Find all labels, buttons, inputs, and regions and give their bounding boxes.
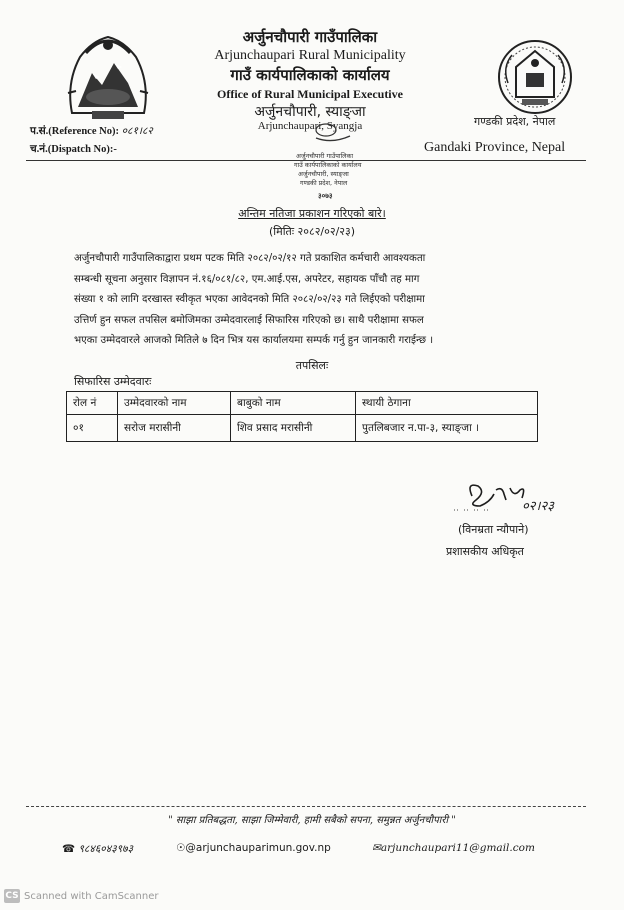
email-icon: ✉ [372,842,381,854]
camscanner-logo: CS [5,891,19,901]
location-en: Arjunchaupari, Syangja [257,120,363,132]
dispatch-number: च.नं.(Dispatch No):- [30,144,117,155]
website-icon: ☉ [176,842,186,854]
reference-value: ०८१।८२ [121,125,153,137]
cell-roll: ०१ [67,415,118,442]
handwritten-signature [450,476,580,520]
municipality-name-en: Arjunchaupari Rural Municipality [214,48,406,63]
table-header-row [67,392,538,415]
office-name-en: Office of Rural Municipal Executive [217,87,403,101]
province-ne: गण्डकी प्रदेश, नेपाल [474,115,556,128]
footer-phone: ☎ ९८४६०४३९७३ [62,843,134,855]
officer-name: (विनम्रता न्यौपाने) [458,523,529,536]
col-candidate: उम्मेदवारको नाम [118,392,231,415]
body-line: संख्या १ को लागि दरखास्त स्वीकृत भएका आवेदनको मिति २०८२/०२/२३ गते लिईएको परीक्षामा [74,294,425,305]
signature-date: ०२।२३ [522,499,554,514]
stamp-line-4: गण्डकी प्रदेश, नेपाल [300,179,348,187]
municipality-name-ne: अर्जुनचौपारी गाउँपालिका [242,28,378,46]
subject-title: अन्तिम नतिजा प्रकाशन गरिएको बारे। [238,207,386,220]
camscanner-watermark: CS Scanned with CamScanner [5,891,159,902]
footer-email: ✉arjunchaupari11@gmail.com [372,842,535,854]
stamp-line-2: गाउँ कार्यपालिकाको कार्यालय [294,161,362,169]
reference-number [30,124,153,138]
candidate-table [66,391,538,442]
tapasil-heading: तपसिलः [295,359,329,372]
cell-candidate: सरोज मरासीनी [118,415,231,442]
office-name-ne: गाउँ कार्यपालिकाको कार्यालय [230,66,390,84]
reference-label: प.सं.(Reference No): [30,126,119,137]
letterhead [170,30,450,132]
body-line: सम्बन्धी सूचना अनुसार विज्ञापन नं.१६/०८१/८२, एम.आई.एस, अपरेटर, सहायक पाँचौ तह माग [74,273,420,285]
cell-address: पुतलिबजार न.पा-३, स्याङ्जा । [356,415,538,442]
municipality-logo [496,37,574,117]
table-row [67,415,538,442]
office-stamp [292,118,372,204]
col-address: स्थायी ठेगाना [356,392,538,415]
col-father: बाबुको नाम [231,392,356,415]
subject-date: (मितिः २०८२/०२/२३) [268,225,356,238]
footer-website: ☉@arjunchauparimun.gov.np [176,842,331,854]
officer-title: प्रशासकीय अधिकृत [446,545,524,558]
recommended-label: सिफारिस उम्मेदवारः [74,375,152,388]
footer-divider [26,806,586,807]
nepal-emblem-logo [62,33,154,121]
province-en: Gandaki Province, Nepal [424,140,566,155]
cell-father: शिव प्रसाद मरासीनी [231,415,356,442]
stamp-number: ३०७३ [318,192,333,200]
body-line: भएका उम्मेदवारले आजको मितिले ७ दिन भित्र यस कार्यालयमा सम्पर्क गर्नु हुन जानकारी गराईन्छ । [74,335,434,346]
stamp-line-3: अर्जुनचौपारी, स्याङ्जा [298,170,349,178]
body-line: उत्तिर्ण हुन सफल तपसिल बमोजिमका उम्मेदवारलाई सिफारिस गरिएको छ। साथै परीक्षामा सफल [74,314,424,326]
footer-slogan: " साझा प्रतिबद्धता, साझा जिम्मेवारी, हामी सबैको सपना, समुन्नत अर्जुनचौपारी " [168,815,456,826]
phone-icon: ☎ [62,843,76,855]
body-line: अर्जुनचौपारी गाउँपालिकाद्वारा प्रथम पटक मिति २०८२/०२/१२ गते प्रकाशित कर्मचारी आवश्यकता [74,253,426,264]
location-ne: अर्जुनचौपारी, स्याङ्जा [254,104,366,120]
col-roll: रोल नं [67,392,118,415]
body-paragraph [74,249,526,352]
stamp-line-1: अर्जुनचौपारी गाउँपालिका [296,152,354,160]
